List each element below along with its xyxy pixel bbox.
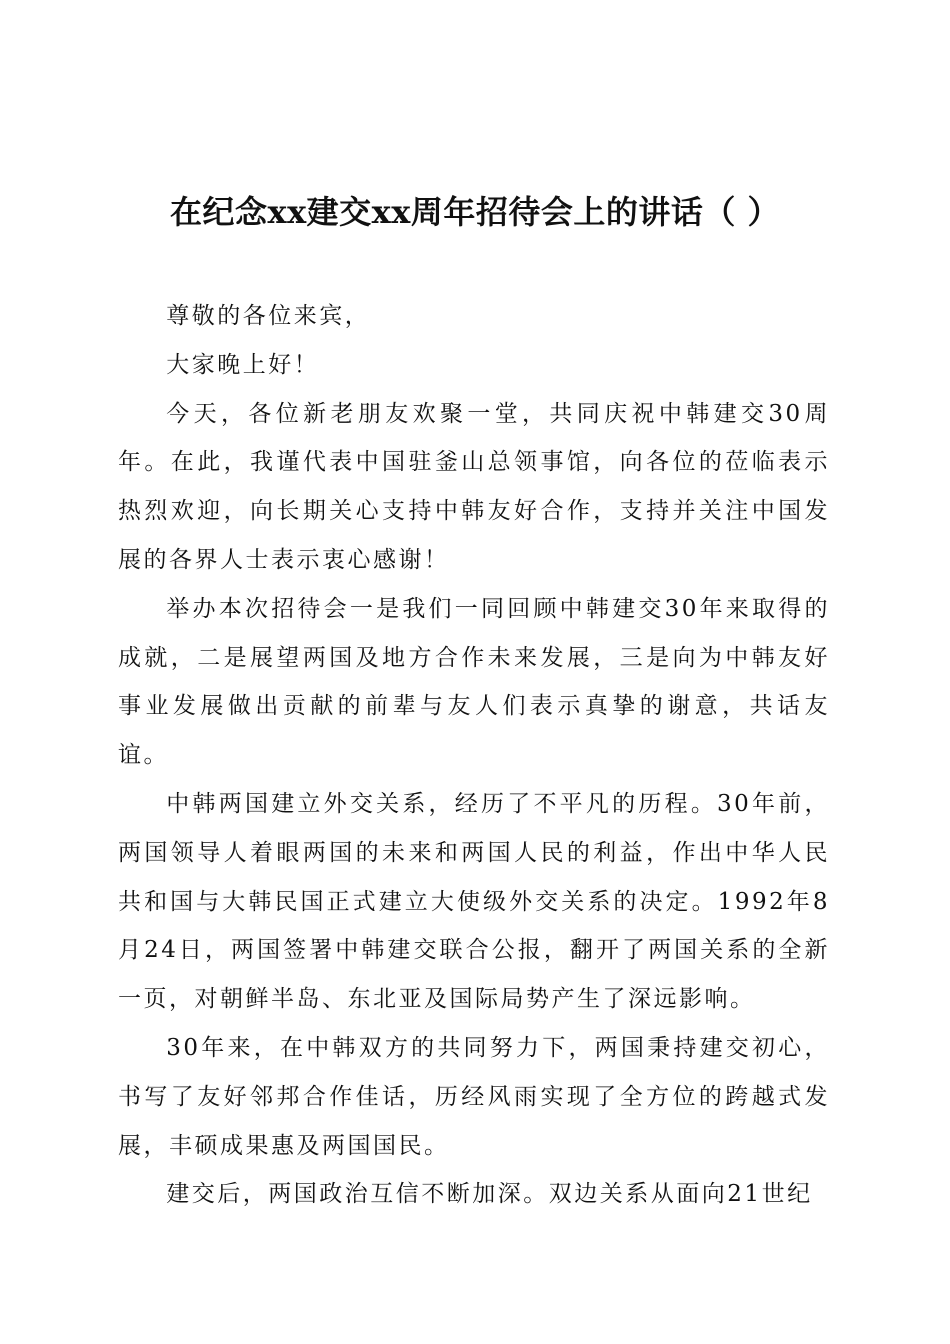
body-paragraph: 今天，各位新老朋友欢聚一堂，共同庆祝中韩建交30周年。在此，我谨代表中国驻釜山总领事馆，向各位的莅临表示热烈欢迎，向长期关心支持中韩友好合作，支持并关注中国发展的各界人士表示衷心感谢！ (118, 400, 830, 573)
document-title: 在纪念xx建交xx周年招待会上的讲话（ ） (170, 193, 780, 231)
body-paragraph: 举办本次招待会一是我们一同回顾中韩建交30年来取得的成就，二是展望两国及地方合作未来发展，三是向为中韩友好事业发展做出贡献的前辈与友人们表示真挚的谢意，共话友谊。 (118, 595, 830, 769)
body-paragraph: 中韩两国建立外交关系，经历了不平凡的历程。30年前，两国领导人着眼两国的未来和两国人民的利益，作出中华人民共和国与大韩民国正式建立大使级外交关系的决定。1992年8月24日，两国签署中韩建交联合公报，翻开了两国关系的全新一页，对朝鲜半岛、东北亚及国际局势产生了深远影响。 (118, 790, 830, 1013)
greeting-paragraph: 大家晚上好！ (166, 351, 320, 378)
body-paragraph: 30年来，在中韩双方的共同努力下，两国秉持建交初心，书写了友好邻邦合作佳话，历经风雨实现了全方位的跨越式发展，丰硕成果惠及两国国民。 (118, 1034, 830, 1159)
salutation-paragraph: 尊敬的各位来宾， (166, 303, 371, 329)
body-paragraph: 建交后，两国政治互信不断加深。双边关系从面向21世纪 (166, 1181, 813, 1208)
document-body (118, 292, 830, 1219)
